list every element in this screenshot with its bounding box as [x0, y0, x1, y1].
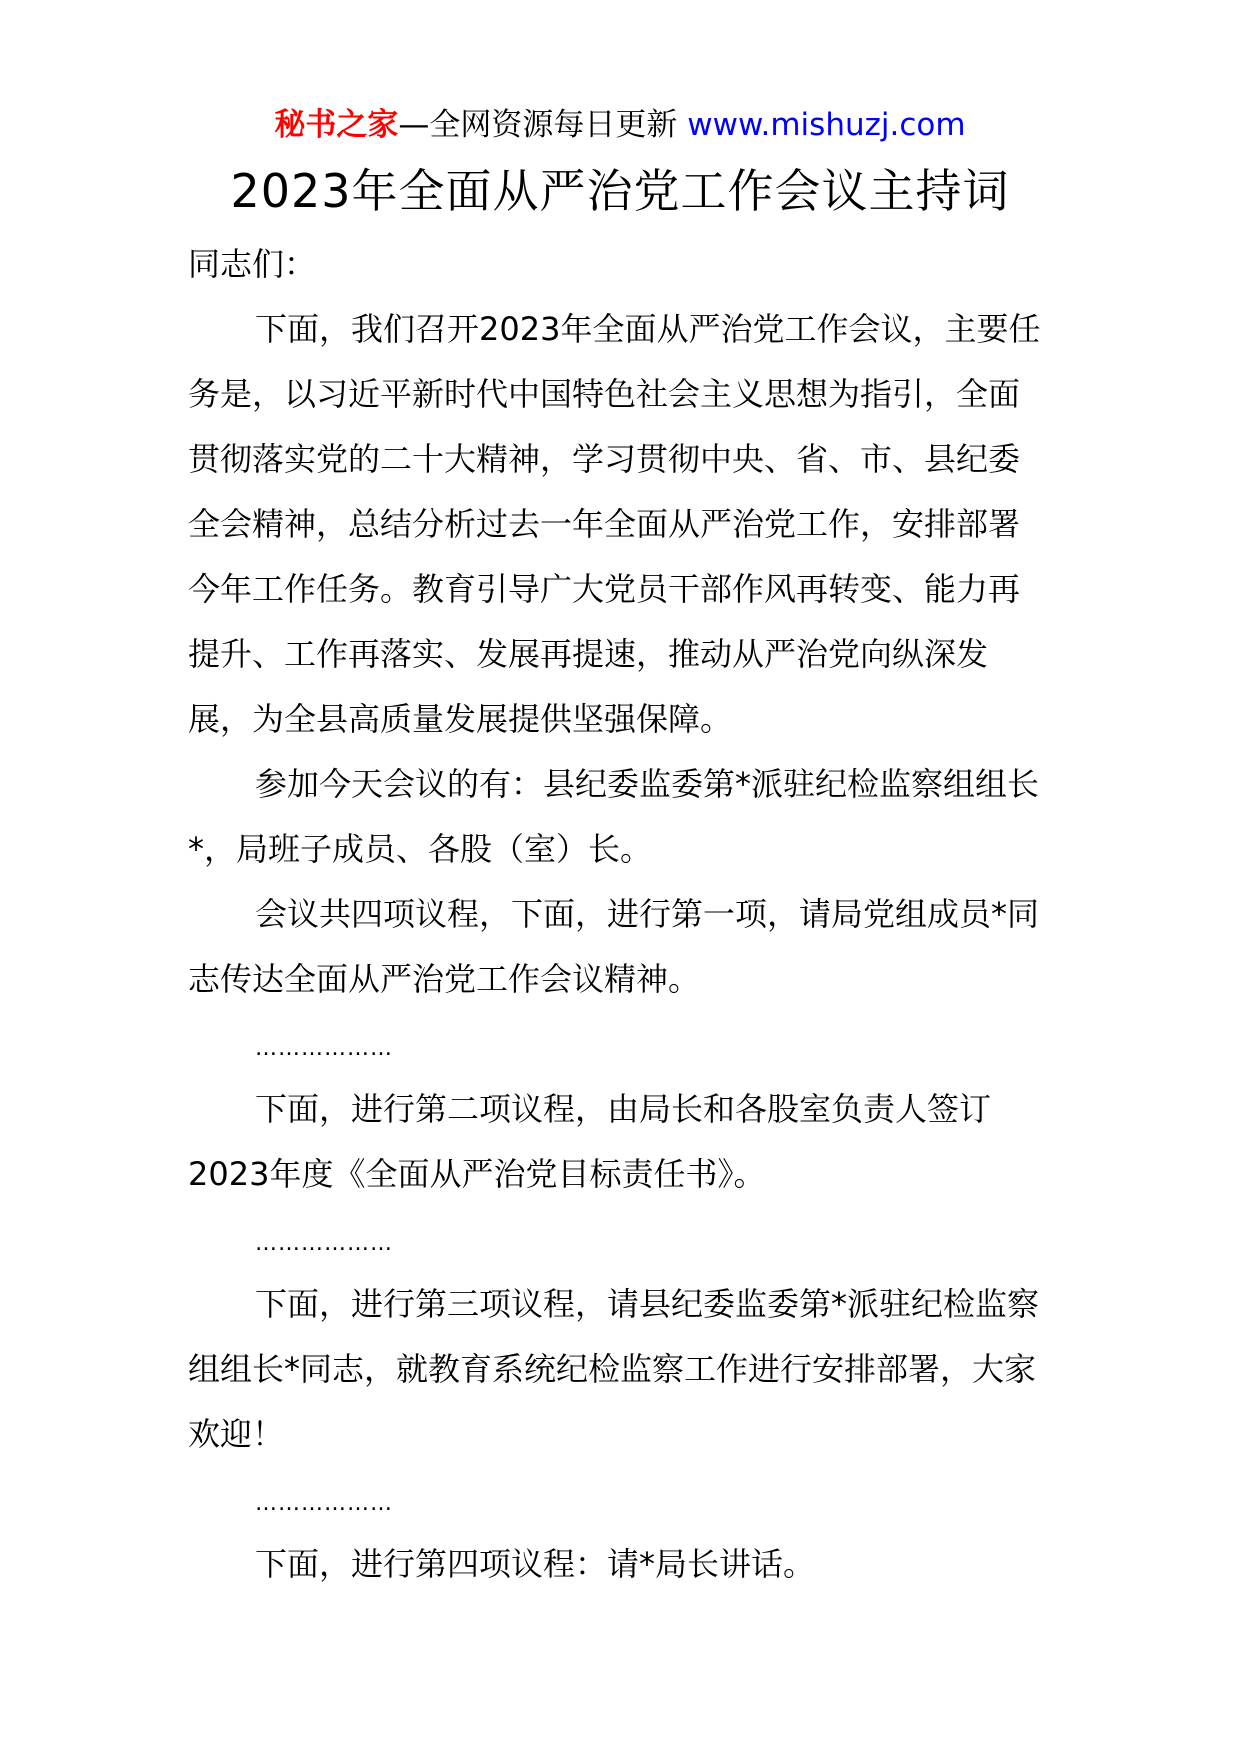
document-title: 2023年全面从严治党工作会议主持词: [230, 164, 1010, 218]
paragraph-agenda-2: 下面，进行第二项议程，由局长和各股室负责人签订2023年度《全面从严治党目标责任书》。: [188, 1090, 992, 1193]
salutation: 同志们：: [188, 245, 317, 283]
ellipsis-separator: [188, 1207, 1050, 1272]
document-body: [188, 232, 1050, 1597]
paragraph-attendees: 参加今天会议的有：县纪委监委第*派驻纪检监察组组长*，局班子成员、各股（室）长。: [188, 765, 1040, 868]
paragraph-agenda-3: 下面，进行第三项议程，请县纪委监委第*派驻纪检监察组组长*同志，就教育系统纪检监察工作进行安排部署，大家欢迎！: [188, 1285, 1040, 1453]
ellipsis-separator: [188, 1012, 1050, 1077]
brand-name: 秘书之家: [274, 107, 399, 143]
paragraph-agenda-4: 下面，进行第四项议程：请*局长讲话。: [255, 1545, 816, 1583]
ellipsis-text: ………………: [255, 1231, 393, 1256]
paragraph-intro: 下面，我们召开2023年全面从严治党工作会议，主要任务是，以习近平新时代中国特色社会主义思想为指引，全面贯彻落实党的二十大精神，学习贯彻中央、省、市、县纪委全会精神，总结分析过去一年全面从严治党工作，安排部署今年工作任务。教育引导广大党员干部作风再转变、能力再提升、工作再落实、发展再提速，推动从严治党向纵深发展，为全县高质量发展提供坚强保障。: [188, 310, 1041, 738]
ellipsis-text: ………………: [255, 1491, 393, 1516]
site-header: [0, 100, 1240, 150]
paragraph-agenda-1: 会议共四项议程，下面，进行第一项，请局党组成员*同志传达全面从严治党工作会议精神。: [188, 895, 1040, 998]
header-slogan: —全网资源每日更新: [398, 107, 688, 143]
ellipsis-separator: [188, 1467, 1050, 1532]
ellipsis-text: ………………: [255, 1036, 393, 1061]
site-url-link[interactable]: www.mishuzj.com: [687, 107, 966, 143]
